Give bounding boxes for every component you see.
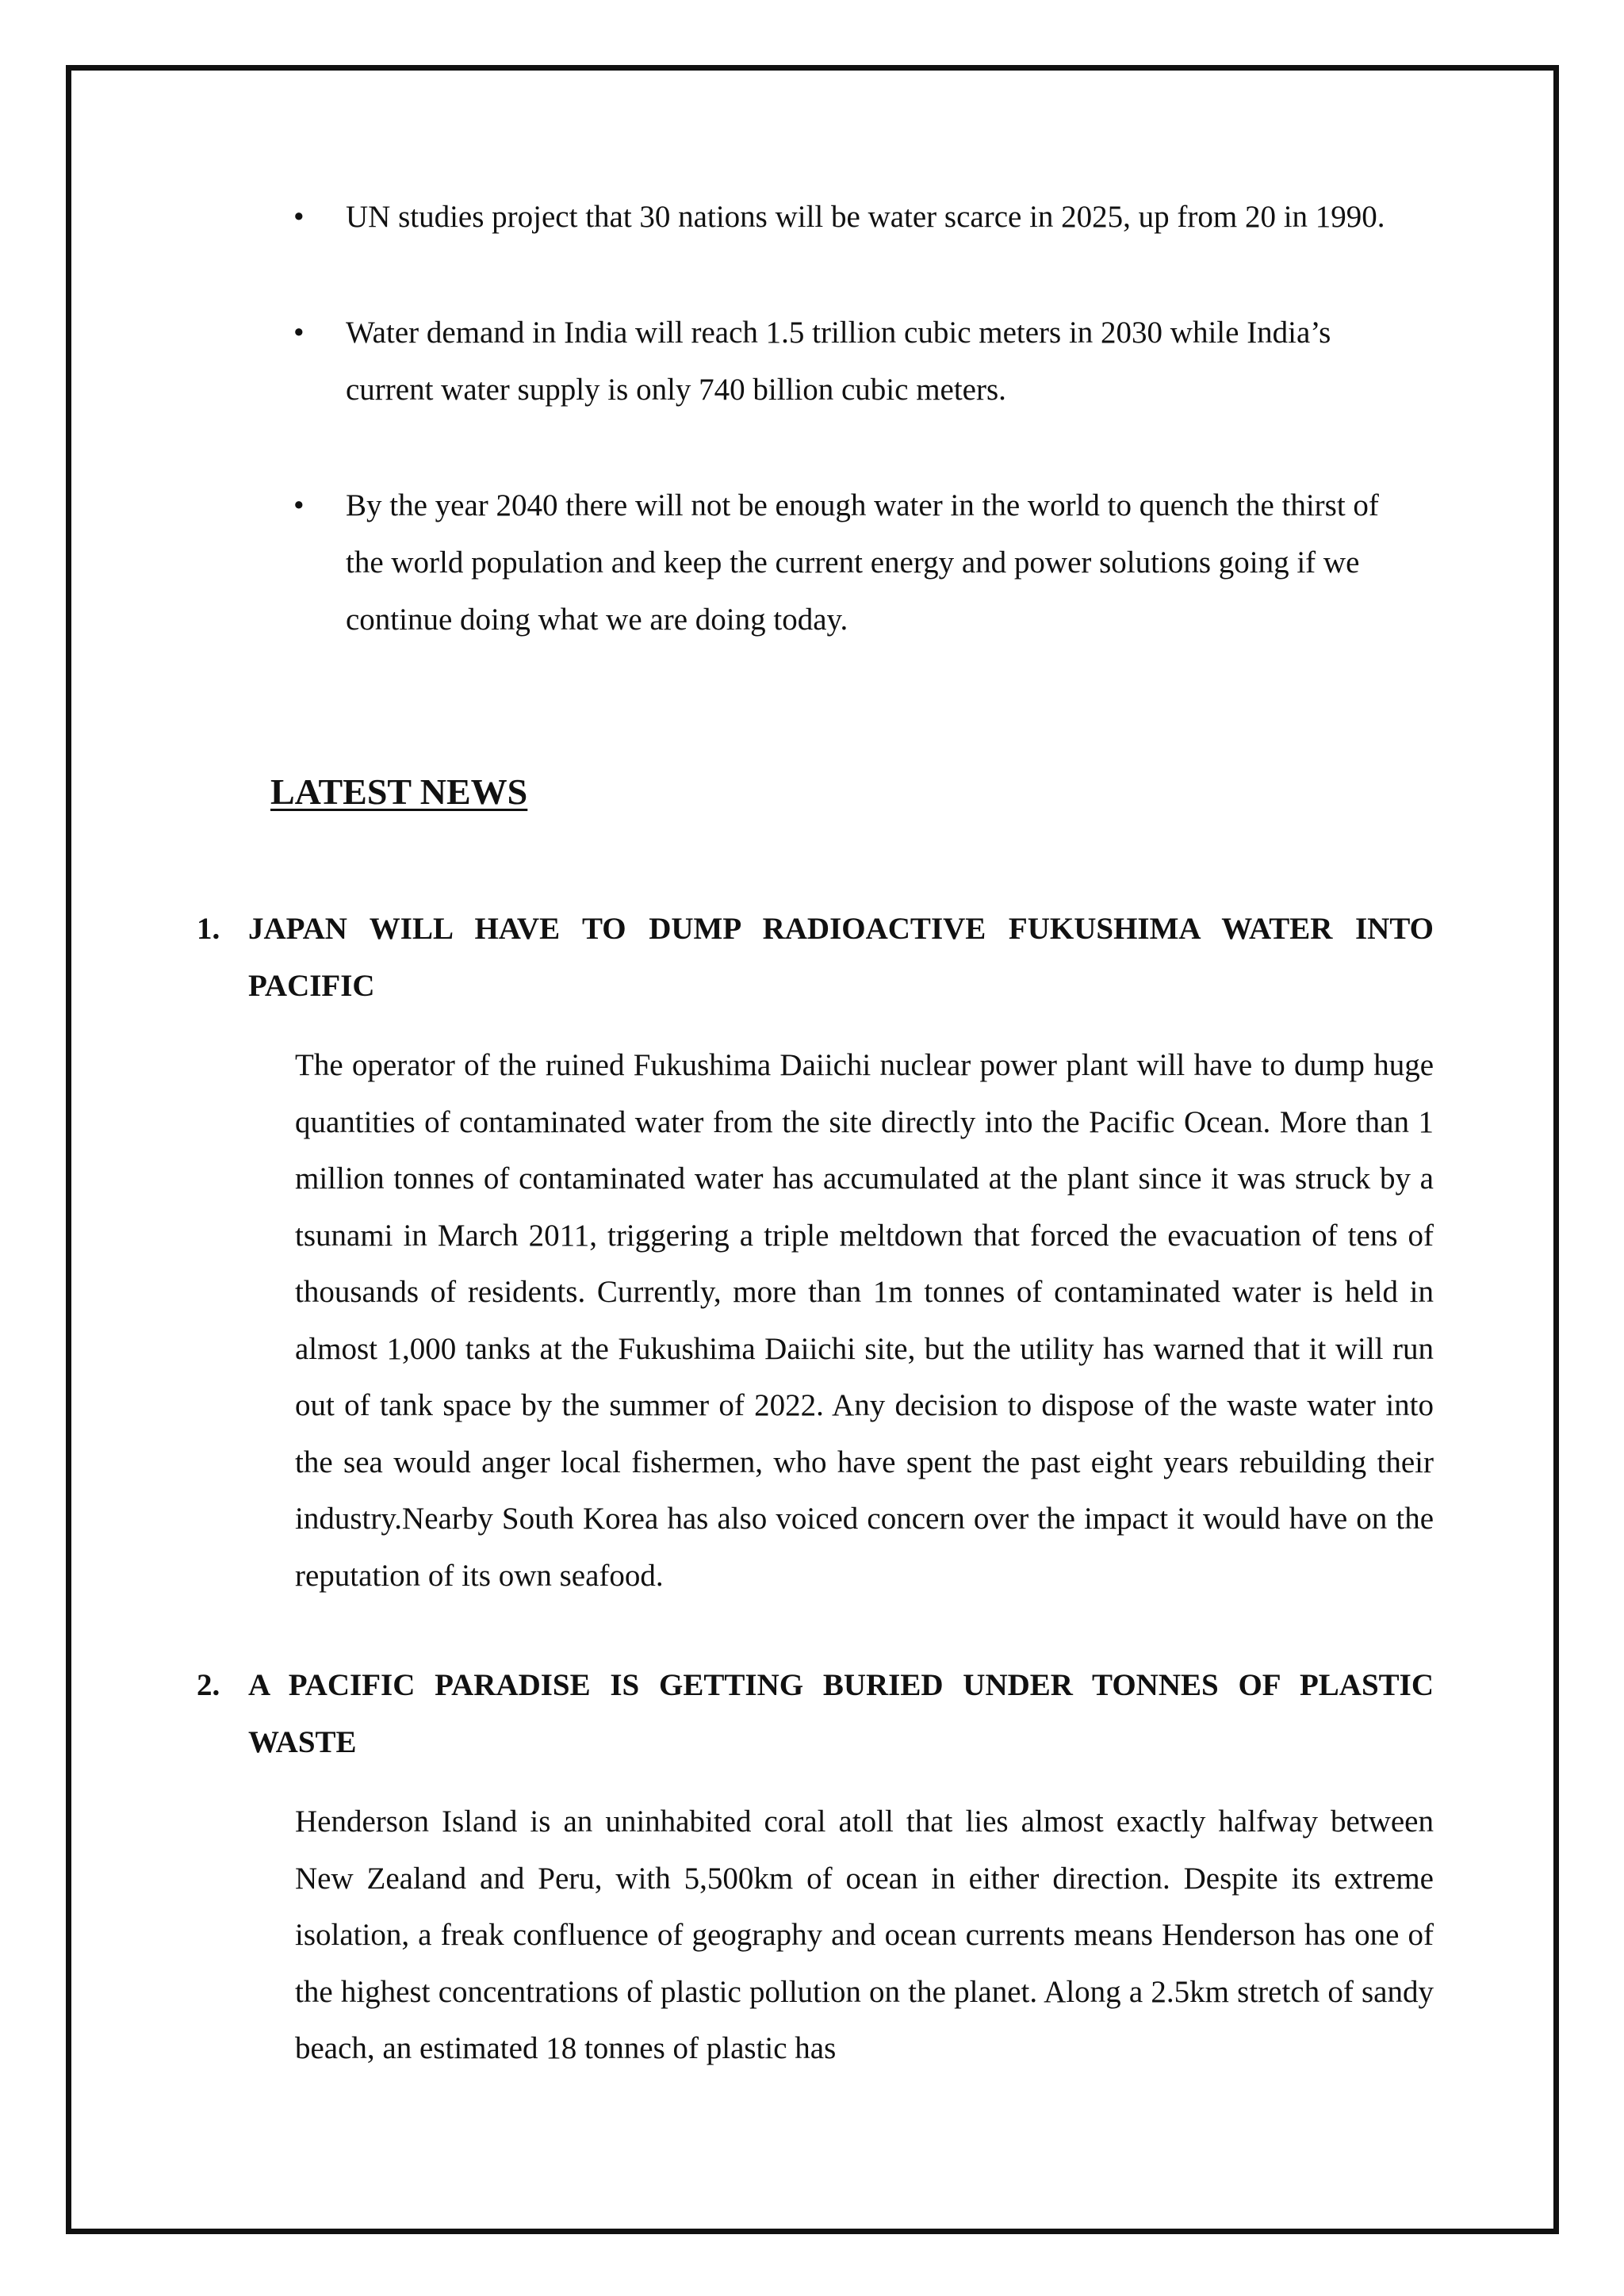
- news-number: 1.: [197, 912, 220, 946]
- news-number: 2.: [197, 1668, 220, 1702]
- list-item: [293, 304, 1419, 419]
- bullet-marker: •: [293, 488, 304, 522]
- bullet-marker: •: [293, 200, 304, 234]
- list-item-text: By the year 2040 there will not be enough water in the world to quench the thirst of the world population and keep the current energy and power solutions going if we continue doing what we are doing today.: [346, 488, 1379, 637]
- news-title: [197, 1657, 1434, 1771]
- latest-news-heading: LATEST NEWS: [270, 771, 528, 812]
- list-item-text: UN studies project that 30 nations will be water scarce in 2025, up from 20 in 1990.: [346, 200, 1385, 234]
- news-title-text: A PACIFIC PARADISE IS GETTING BURIED UNDER TONNES OF PLASTIC WASTE: [248, 1668, 1434, 1759]
- news-article: [197, 1657, 1434, 2077]
- news-title-text: JAPAN WILL HAVE TO DUMP RADIOACTIVE FUKUSHIMA WATER INTO PACIFIC: [248, 912, 1434, 1003]
- list-item: [293, 189, 1419, 246]
- news-body: The operator of the ruined Fukushima Daiichi nuclear power plant will have to dump huge quantities of contaminated water from the site directly into the Pacific Ocean. More than 1 million tonnes of contaminated water has accumulated at the plant since it was struck by a tsunami in March 2011, triggering a triple meltdown that forced the evacuation of tens of thousands of residents. Currently, more than 1m tonnes of contaminated water is held in almost 1,000 tanks at the Fukushima Daiichi site, but the utility has warned that it will run out of tank space by the summer of 2022. Any decision to dispose of the waste water into the sea would anger local fishermen, who have spent the past eight years rebuilding their industry.Nearby South Korea has also voiced concern over the impact it would have on the reputation of its own seafood.: [295, 1048, 1434, 1593]
- list-item-text: Water demand in India will reach 1.5 trillion cubic meters in 2030 while India’s current water supply is only 740 billion cubic meters.: [346, 316, 1331, 407]
- bullet-marker: •: [293, 316, 304, 350]
- news-article: [197, 901, 1434, 1604]
- news-title: [197, 901, 1434, 1015]
- water-facts-list: [293, 189, 1419, 707]
- news-body: Henderson Island is an uninhabited coral atoll that lies almost exactly halfway between New Zealand and Peru, with 5,500km of ocean in either direction. Despite its extreme isolation, a freak confluence of geography and ocean currents means Henderson has one of the highest concentrations of plastic pollution on the planet. Along a 2.5km stretch of sandy beach, an estimated 18 tonnes of plastic has: [295, 1804, 1434, 2065]
- list-item: [293, 477, 1419, 649]
